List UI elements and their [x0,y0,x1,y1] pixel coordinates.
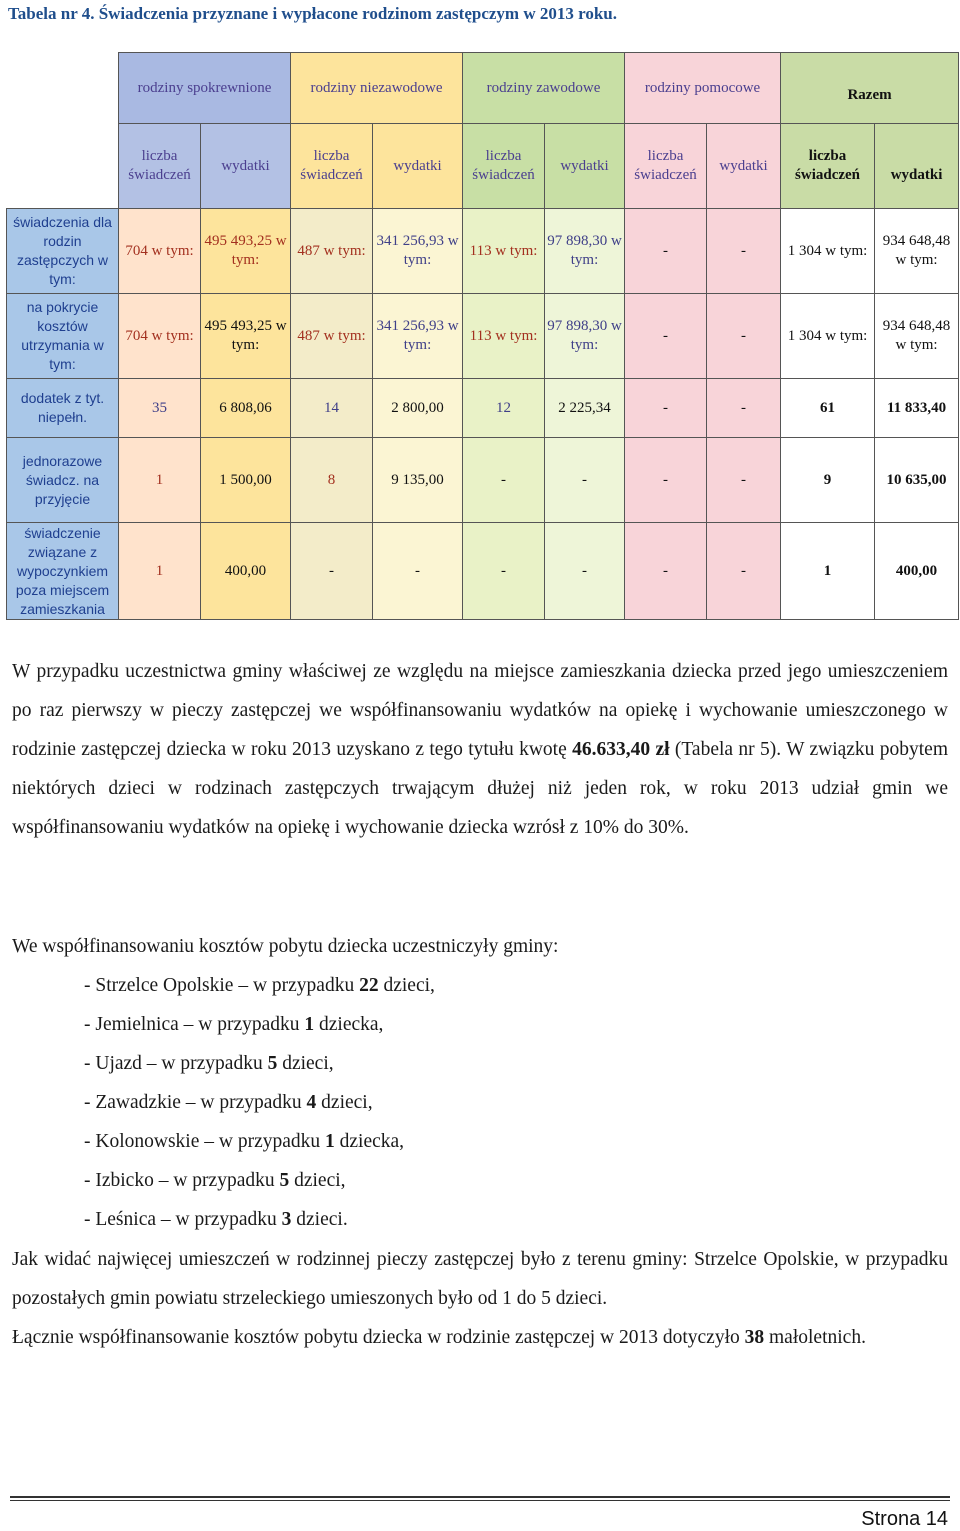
table-cell: - [625,209,707,294]
group-header-zawodowe: rodziny zawodowe [463,53,625,124]
subheader-count: liczba świadczeń [781,124,875,209]
table-cell: 12 [463,379,545,438]
list-item-text: dzieci. [291,1209,348,1230]
table-cell: 487 w tym: [291,294,373,379]
table-cell: - [707,209,781,294]
table-cell: - [707,379,781,438]
table-cell: - [707,523,781,620]
table-cell: - [291,523,373,620]
table-cell: 400,00 [875,523,959,620]
list-item [84,1200,435,1239]
list-item [84,966,435,1005]
subheader-amount: wydatki [201,124,291,209]
list-item-text: - Zawadzkie – w przypadku [84,1092,307,1113]
subheader-count: liczba świadczeń [119,124,201,209]
table-cell: 1 304 w tym: [781,294,875,379]
group-header-spokrewnione: rodziny spokrewnione [119,53,291,124]
table-cell: 9 135,00 [373,438,463,523]
table-cell: 113 w tym: [463,209,545,294]
table-cell: 9 [781,438,875,523]
list-item-count: 5 [279,1170,290,1191]
group-header-niezawodowe: rodziny niezawodowe [291,53,463,124]
paragraph-municipalities-intro: We współfinansowaniu kosztów pobytu dziecka uczestniczyły gminy: [12,936,559,957]
table-row [7,379,959,438]
table-cell: - [625,379,707,438]
table-cell: 934 648,48 w tym: [875,209,959,294]
table-cell: - [625,438,707,523]
list-item [84,1122,435,1161]
list-item-text: - Leśnica – w przypadku [84,1209,282,1230]
list-item [84,1005,435,1044]
paragraph-text: małoletnich. [764,1327,866,1348]
table-cell: 1 304 w tym: [781,209,875,294]
table-cell: 487 w tym: [291,209,373,294]
list-item-count: 3 [281,1209,292,1230]
table-cell: 113 w tym: [463,294,545,379]
subheader-count: liczba świadczeń [625,124,707,209]
table-cell: 704 w tym: [119,294,201,379]
list-item-text: - Ujazd – w przypadku [84,1053,268,1074]
list-item-count: 22 [359,975,379,996]
amount-text: 46.633,40 zł [572,739,670,760]
paragraph-summary: Jak widać najwięcej umieszczeń w rodzinnej pieczy zastępczej było z terenu gminy: Strzelce Opolskie, w przypadku pozostałych gmin powiatu strzeleckiego umieszonych było od 1 do 5 dzieci. [12,1249,948,1309]
list-item [84,1083,435,1122]
subheader-amount: wydatki [373,124,463,209]
paragraph-total [12,1318,948,1357]
list-item-text: - Izbicko – w przypadku [84,1170,280,1191]
table-cell: 341 256,93 w tym: [373,209,463,294]
table-cell: 97 898,30 w tym: [545,294,625,379]
table-cell: 35 [119,379,201,438]
table-cell: 1 [119,438,201,523]
subheader-amount: wydatki [545,124,625,209]
subheader-count: liczba świadczeń [463,124,545,209]
table-row [7,438,959,523]
subheader-amount: wydatki [875,124,959,209]
subheader-count: liczba świadczeń [291,124,373,209]
row-label: świadczenie związane z wypoczynkiem poza miejscem zamieszkania [7,523,119,620]
table-cell: 8 [291,438,373,523]
footer-divider [10,1500,950,1501]
table-cell: - [463,438,545,523]
list-item-count: 1 [304,1014,315,1035]
benefits-table [6,52,959,620]
subheader-amount: wydatki [707,124,781,209]
table-cell: 495 493,25 w tym: [201,294,291,379]
table-cell: 704 w tym: [119,209,201,294]
table-cell: - [545,523,625,620]
paragraph-text: W przypadku uczestnictwa gminy właściwej ze względu na miejsce zamieszkania dziecka przed jego umieszczeniem po raz pierwszy w pieczy zastępczej we współfinansowaniu wydatków na opiekę i wychowanie umieszczonego w rodzinie zastępczej dziecka w roku 2013 uzyskano z tego tytułu kwotę [12,661,948,760]
table-cell: 97 898,30 w tym: [545,209,625,294]
list-item-text: dzieci, [378,975,435,996]
list-item-text: dzieci, [277,1053,334,1074]
list-item [84,1161,435,1200]
table-cell: 14 [291,379,373,438]
list-item-count: 1 [325,1131,335,1152]
list-item-text: dzieci, [289,1170,346,1191]
table-cell: 1 500,00 [201,438,291,523]
table-cell: 6 808,06 [201,379,291,438]
row-label: jednorazowe świadcz. na przyjęcie [7,438,119,523]
table-caption: Tabela nr 4. Świadczenia przyznane i wypłacone rodzinom zastępczym w 2013 roku. [8,4,618,23]
list-item-text: - Jemielnica – w przypadku [84,1014,305,1035]
paragraph-cofinancing [12,652,948,847]
table-cell: 10 635,00 [875,438,959,523]
list-item-count: 5 [267,1053,278,1074]
row-label: świadczenia dla rodzin zastępczych w tym: [7,209,119,294]
list-item-text: - Kolonowskie – w przypadku [84,1131,325,1152]
table-cell: 61 [781,379,875,438]
municipality-list [84,966,435,1239]
group-header-razem: Razem [781,53,959,124]
list-item-count: 4 [306,1092,317,1113]
table-cell: 495 493,25 w tym: [201,209,291,294]
table-cell: - [463,523,545,620]
table-cell: - [707,294,781,379]
table-cell: - [707,438,781,523]
row-label: dodatek z tyt. niepełn. [7,379,119,438]
list-item-text: dzieci, [316,1092,373,1113]
table-cell: - [625,294,707,379]
list-item-text: dziecka, [334,1131,405,1152]
table-cell: 2 225,34 [545,379,625,438]
list-item [84,1044,435,1083]
paragraph-text: (Tabela nr 5). W związku pobytem niektórych dzieci w rodzinach zastępczych trwającym dłużej niż jeden rok, w roku 2013 udział gmin we współfinansowaniu wydatków na opiekę i wychowanie dziecka wzrósł z 10% do 30%. [12,739,948,838]
table-cell: 341 256,93 w tym: [373,294,463,379]
table-cell: 2 800,00 [373,379,463,438]
total-count: 38 [744,1327,765,1348]
group-header-pomocowe: rodziny pomocowe [625,53,781,124]
page-number: Strona 14 [861,1508,948,1530]
table-cell: - [373,523,463,620]
list-item-text: dziecka, [314,1014,384,1035]
paragraph-text: Łącznie współfinansowanie kosztów pobytu dziecka w rodzinie zastępczej w 2013 dotyczyło [12,1327,745,1348]
table-row [7,209,959,294]
table-cell: - [625,523,707,620]
list-item-text: - Strzelce Opolskie – w przypadku [84,975,360,996]
table-cell: 934 648,48 w tym: [875,294,959,379]
footer-divider [10,1496,950,1498]
table-cell: - [545,438,625,523]
table-cell: 1 [781,523,875,620]
row-label: na pokrycie kosztów utrzymania w tym: [7,294,119,379]
table-cell: 400,00 [201,523,291,620]
table-cell: 11 833,40 [875,379,959,438]
table-row [7,294,959,379]
table-row [7,523,959,620]
table-cell: 1 [119,523,201,620]
